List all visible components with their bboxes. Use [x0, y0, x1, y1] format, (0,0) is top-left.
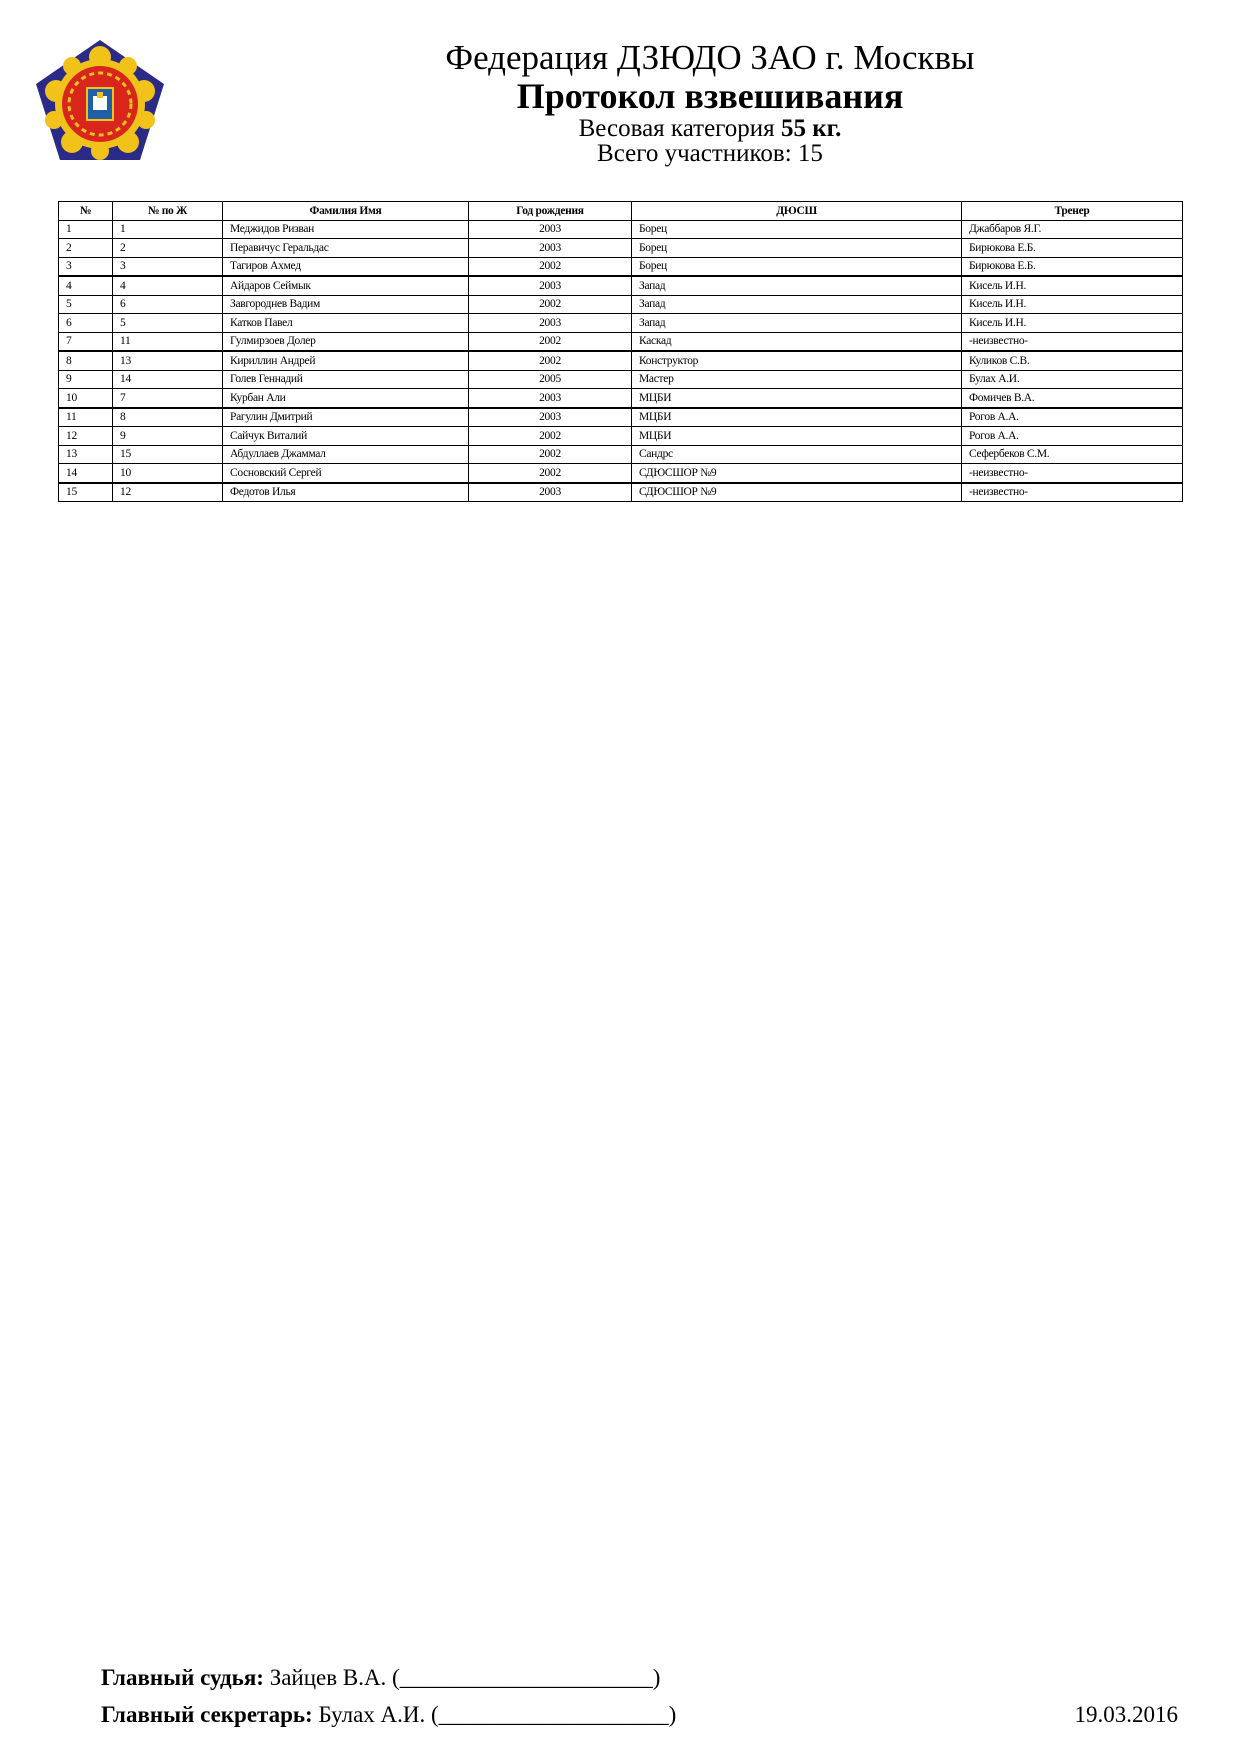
cell-coach: Сефербеков С.М. — [962, 445, 1183, 464]
cell-name: Перавичус Геральдас — [223, 239, 469, 258]
column-header: № — [59, 202, 113, 221]
weighing-table — [58, 201, 1183, 502]
table-row — [59, 389, 1183, 408]
cell-coach: Джаббаров Я.Г. — [962, 220, 1183, 239]
cell-school: МЦБИ — [632, 389, 962, 408]
cell-birth-year: 2003 — [469, 483, 632, 502]
cell-draw-number: 11 — [113, 332, 223, 351]
cell-birth-year: 2002 — [469, 427, 632, 446]
cell-name: Рагулин Дмитрий — [223, 408, 469, 427]
cell-draw-number: 2 — [113, 239, 223, 258]
cell-coach: Кисель И.Н. — [962, 295, 1183, 314]
cell-name: Гулмирзоев Долер — [223, 332, 469, 351]
cell-number: 5 — [59, 295, 113, 314]
table-row — [59, 239, 1183, 258]
cell-birth-year: 2003 — [469, 314, 632, 333]
cell-coach: Кисель И.Н. — [962, 314, 1183, 333]
cell-draw-number: 4 — [113, 276, 223, 295]
chief-judge-label: Главный судья: — [101, 1665, 264, 1690]
cell-birth-year: 2002 — [469, 445, 632, 464]
cell-number: 6 — [59, 314, 113, 333]
cell-name: Меджидов Ризван — [223, 220, 469, 239]
column-header: Год рождения — [469, 202, 632, 221]
table-row — [59, 408, 1183, 427]
cell-birth-year: 2003 — [469, 239, 632, 258]
cell-draw-number: 3 — [113, 257, 223, 276]
chief-secretary-signature — [101, 1703, 676, 1726]
cell-coach: -неизвестно- — [962, 464, 1183, 483]
cell-number: 8 — [59, 351, 113, 370]
cell-draw-number: 10 — [113, 464, 223, 483]
cell-coach: Рогов А.А. — [962, 427, 1183, 446]
cell-name: Сосновский Сергей — [223, 464, 469, 483]
cell-number: 2 — [59, 239, 113, 258]
cell-number: 13 — [59, 445, 113, 464]
cell-school: Борец — [632, 257, 962, 276]
cell-name: Абдуллаев Джаммал — [223, 445, 469, 464]
cell-school: Конструктор — [632, 351, 962, 370]
chief-secretary-label: Главный секретарь: — [101, 1702, 313, 1727]
participants-count: Всего участников: 15 — [597, 140, 823, 167]
cell-birth-year: 2002 — [469, 257, 632, 276]
cell-school: Запад — [632, 276, 962, 295]
cell-coach: Фомичев В.А. — [962, 389, 1183, 408]
cell-name: Голев Геннадий — [223, 370, 469, 389]
weight-category — [300, 116, 1120, 141]
cell-number: 14 — [59, 464, 113, 483]
organization-name: Федерация ДЗЮДО ЗАО г. Москвы — [445, 38, 975, 77]
cell-draw-number: 6 — [113, 295, 223, 314]
table-row — [59, 427, 1183, 446]
cell-coach: Булах А.И. — [962, 370, 1183, 389]
cell-birth-year: 2003 — [469, 220, 632, 239]
cell-school: СДЮСШОР №9 — [632, 483, 962, 502]
cell-number: 10 — [59, 389, 113, 408]
cell-coach: -неизвестно- — [962, 332, 1183, 351]
cell-draw-number: 15 — [113, 445, 223, 464]
cell-number: 3 — [59, 257, 113, 276]
cell-coach: Бирюкова Е.Б. — [962, 257, 1183, 276]
cell-school: Сандрс — [632, 445, 962, 464]
weight-category-value: 55 кг. — [780, 115, 842, 142]
cell-number: 11 — [59, 408, 113, 427]
table-row — [59, 351, 1183, 370]
cell-birth-year: 2003 — [469, 408, 632, 427]
cell-birth-year: 2005 — [469, 370, 632, 389]
chief-secretary-value: Булах А.И. (____________________) — [312, 1702, 677, 1727]
cell-name: Айдаров Сеймык — [223, 276, 469, 295]
cell-draw-number: 14 — [113, 370, 223, 389]
cell-coach: Рогов А.А. — [962, 408, 1183, 427]
cell-name: Федотов Илья — [223, 483, 469, 502]
cell-number: 12 — [59, 427, 113, 446]
cell-school: Борец — [632, 220, 962, 239]
cell-number: 15 — [59, 483, 113, 502]
cell-draw-number: 7 — [113, 389, 223, 408]
table-row — [59, 314, 1183, 333]
cell-draw-number: 13 — [113, 351, 223, 370]
cell-draw-number: 9 — [113, 427, 223, 446]
column-header: Фамилия Имя — [223, 202, 469, 221]
cell-number: 9 — [59, 370, 113, 389]
cell-draw-number: 1 — [113, 220, 223, 239]
cell-name: Тагиров Ахмед — [223, 257, 469, 276]
table-row — [59, 332, 1183, 351]
weight-category-label: Весовая категория — [578, 115, 775, 142]
cell-number: 1 — [59, 220, 113, 239]
cell-coach: Куликов С.В. — [962, 351, 1183, 370]
cell-birth-year: 2002 — [469, 464, 632, 483]
table-row — [59, 220, 1183, 239]
column-header: ДЮСШ — [632, 202, 962, 221]
cell-school: МЦБИ — [632, 408, 962, 427]
table-row — [59, 276, 1183, 295]
document-title: Протокол взвешивания — [516, 76, 904, 116]
federation-emblem-logo — [34, 38, 166, 162]
cell-birth-year: 2003 — [469, 389, 632, 408]
cell-draw-number: 5 — [113, 314, 223, 333]
table-row — [59, 483, 1183, 502]
cell-name: Катков Павел — [223, 314, 469, 333]
cell-birth-year: 2002 — [469, 351, 632, 370]
cell-birth-year: 2003 — [469, 276, 632, 295]
cell-draw-number: 8 — [113, 408, 223, 427]
cell-name: Курбан Али — [223, 389, 469, 408]
chief-judge-value: Зайцев В.А. (______________________) — [263, 1665, 661, 1690]
cell-draw-number: 12 — [113, 483, 223, 502]
table-row — [59, 464, 1183, 483]
cell-name: Кириллин Андрей — [223, 351, 469, 370]
cell-school: СДЮСШОР №9 — [632, 464, 962, 483]
column-header: Тренер — [962, 202, 1183, 221]
table-row — [59, 445, 1183, 464]
table-header-row — [59, 202, 1183, 221]
document-date: 19.03.2016 — [1074, 1702, 1178, 1727]
chief-judge-signature — [101, 1666, 660, 1689]
table-row — [59, 370, 1183, 389]
cell-school: Каскад — [632, 332, 962, 351]
table-row — [59, 257, 1183, 276]
table-row — [59, 295, 1183, 314]
cell-birth-year: 2002 — [469, 332, 632, 351]
cell-number: 7 — [59, 332, 113, 351]
cell-school: Борец — [632, 239, 962, 258]
cell-coach: -неизвестно- — [962, 483, 1183, 502]
cell-name: Сайчук Виталий — [223, 427, 469, 446]
cell-name: Завгороднев Вадим — [223, 295, 469, 314]
cell-birth-year: 2002 — [469, 295, 632, 314]
column-header: № по Ж — [113, 202, 223, 221]
cell-school: Запад — [632, 295, 962, 314]
cell-coach: Кисель И.Н. — [962, 276, 1183, 295]
cell-school: МЦБИ — [632, 427, 962, 446]
cell-school: Мастер — [632, 370, 962, 389]
cell-coach: Бирюкова Е.Б. — [962, 239, 1183, 258]
cell-school: Запад — [632, 314, 962, 333]
cell-number: 4 — [59, 276, 113, 295]
